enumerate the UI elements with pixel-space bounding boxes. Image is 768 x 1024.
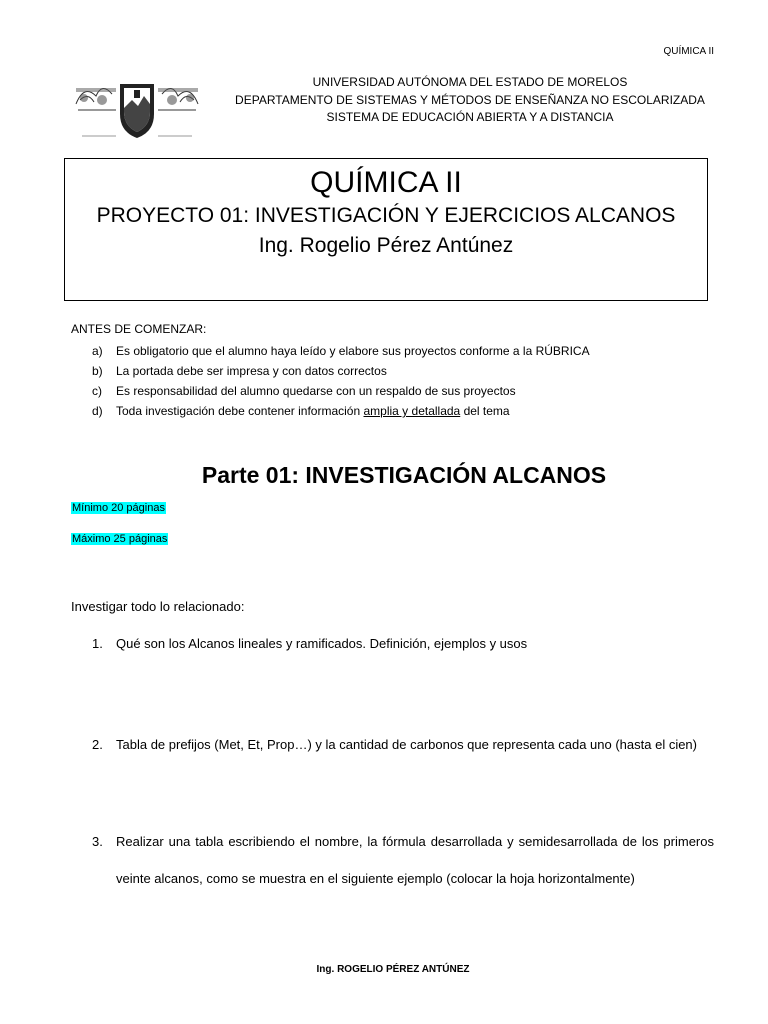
item-number: 1. (92, 636, 103, 651)
list-item-text: Es responsabilidad del alumno quedarse con un respaldo de sus proyectos (116, 384, 516, 398)
project-title: PROYECTO 01: INVESTIGACIÓN Y EJERCICIOS ALCANOS (96, 204, 676, 227)
investigate-intro: Investigar todo lo relacionado: (71, 599, 245, 614)
numbered-item (92, 625, 714, 662)
item-text: Realizar una tabla escribiendo el nombre, la fórmula desarrollada y semidesarrollada de los primeros veinte alcanos, como se muestra en el siguiente ejemplo (colocar la hoja horizontalmente) (116, 834, 714, 886)
title-box (64, 158, 708, 301)
course-title: QUÍMICA II (310, 166, 462, 199)
list-item-label: a) (92, 344, 103, 358)
item-text: Tabla de prefijos (Met, Et, Prop…) y la cantidad de carbonos que representa cada uno (hasta el cien) (116, 737, 697, 752)
list-item-text (116, 401, 510, 421)
university-seal-logo (72, 74, 202, 140)
running-header: QUÍMICA II (663, 46, 714, 57)
page-footer: Ing. ROGELIO PÉREZ ANTÚNEZ (316, 964, 470, 975)
list-item (92, 401, 590, 421)
min-pages-highlight: Mínimo 20 páginas (72, 502, 165, 514)
before-start-heading: ANTES DE COMENZAR: (71, 322, 207, 336)
before-start-list (92, 341, 590, 421)
list-item-text: Es obligatorio que el alumno haya leído y elabore sus proyectos conforme a la RÚBRICA (116, 344, 590, 358)
department-name: DEPARTAMENTO DE SISTEMAS Y MÉTODOS DE ENSEÑANZA NO ESCOLARIZADA (235, 93, 705, 107)
numbered-item (92, 823, 714, 897)
text-segment: Toda investigación debe contener información (116, 404, 364, 418)
list-item (92, 381, 590, 401)
part1-heading: Parte 01: INVESTIGACIÓN ALCANOS (201, 462, 607, 488)
numbered-item (92, 726, 714, 763)
list-item-label: b) (92, 364, 103, 378)
university-name: UNIVERSIDAD AUTÓNOMA DEL ESTADO DE MORELOS (312, 75, 628, 89)
system-name: SISTEMA DE EDUCACIÓN ABIERTA Y A DISTANCIA (326, 110, 614, 124)
item-text: Qué son los Alcanos lineales y ramificados. Definición, ejemplos y usos (116, 636, 528, 651)
underlined-text: amplia y detallada (363, 404, 461, 418)
list-item (92, 341, 590, 361)
item-number: 2. (92, 737, 103, 752)
item-number: 3. (92, 834, 103, 849)
max-pages-highlight: Máximo 25 páginas (72, 533, 168, 545)
list-item-text: La portada debe ser impresa y con datos correctos (116, 364, 387, 378)
author-name: Ing. Rogelio Pérez Antúnez (258, 234, 514, 257)
list-item (92, 361, 590, 381)
list-item-label: d) (92, 404, 103, 418)
text-segment: del tema (460, 404, 510, 418)
list-item-label: c) (92, 384, 102, 398)
